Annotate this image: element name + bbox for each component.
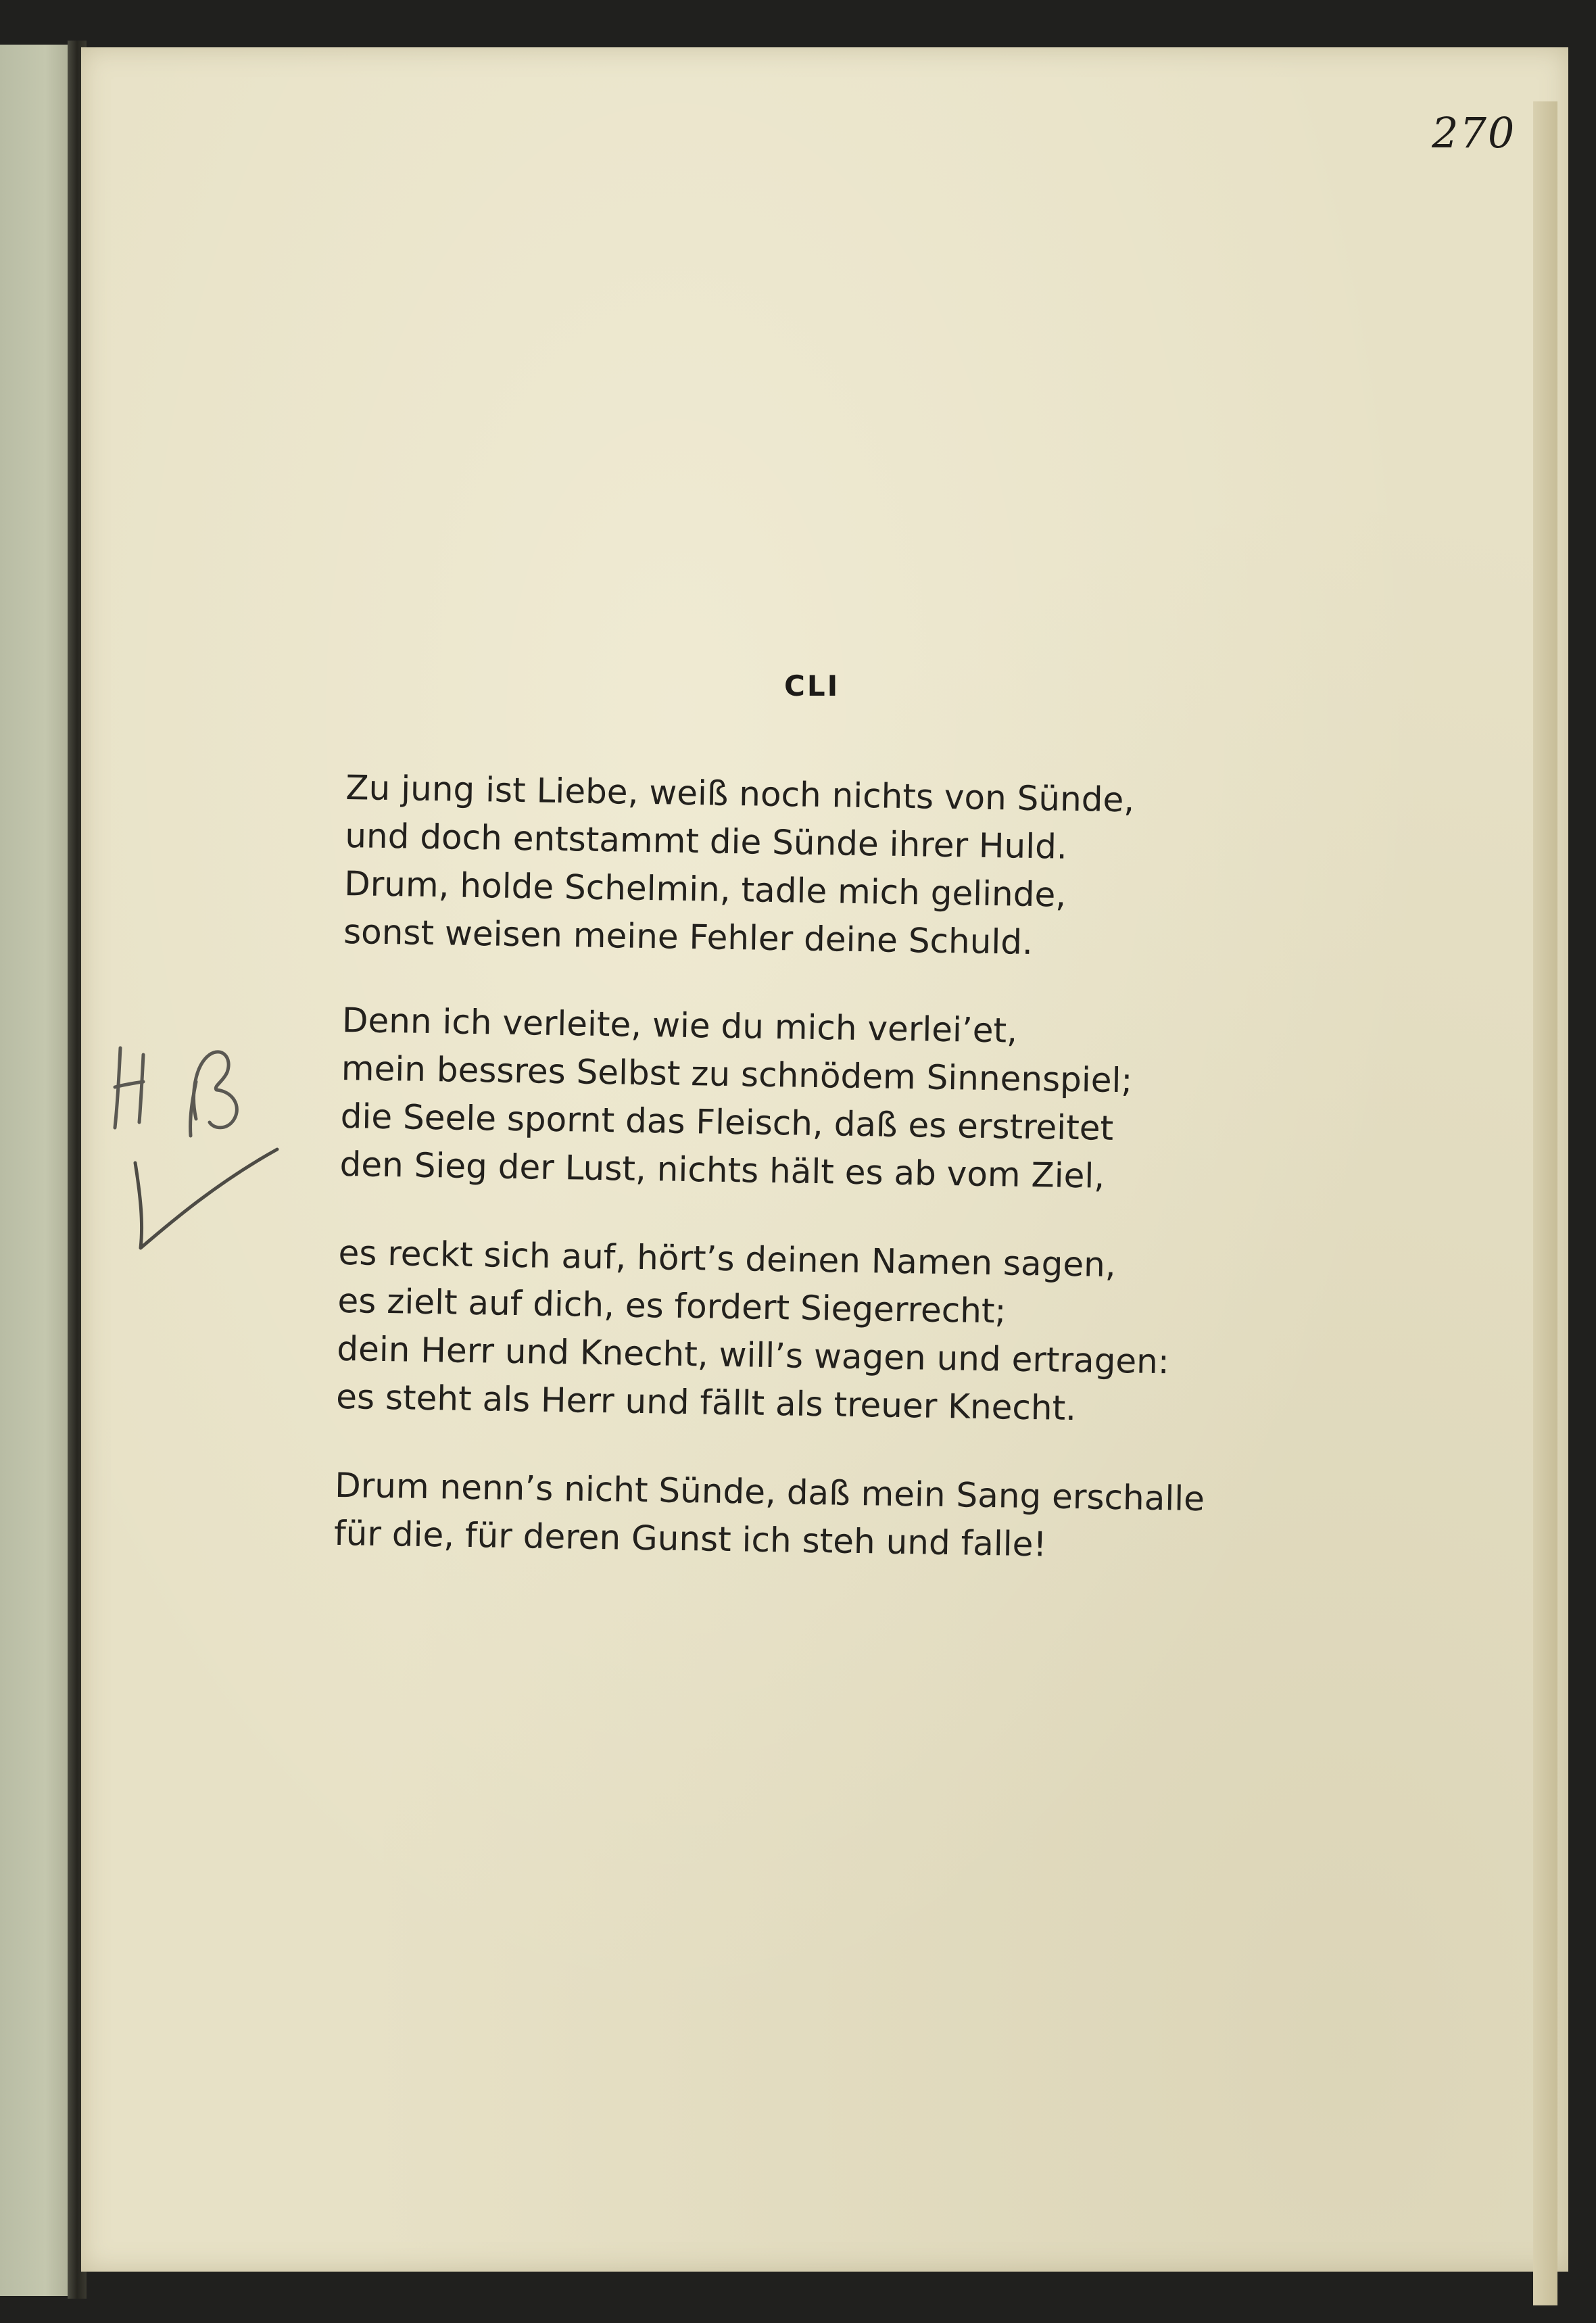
poem-line: es zielt auf dich, es fordert Siegerrecht;	[337, 1280, 1007, 1331]
poem-line: Denn ich verleite, wie du mich verlei’et,	[341, 1000, 1018, 1051]
poem-line: mein bessres Selbst zu schnödem Sinnenspiel;	[341, 1048, 1133, 1101]
poem-line: und doch entstammt die Sünde ihrer Huld.	[344, 815, 1068, 867]
poem-line: Drum, holde Schelmin, tadle mich gelinde,	[343, 863, 1067, 915]
poem-line: sonst weisen meine Fehler deine Schuld.	[343, 911, 1034, 962]
checkmark-icon	[135, 1149, 277, 1248]
margin-annotation	[95, 1007, 297, 1291]
poem-body	[333, 764, 1306, 1613]
poem-line: den Sieg der Lust, nichts hält es ab vom Ziel,	[339, 1144, 1105, 1196]
poem-heading: CLI	[784, 669, 840, 702]
poem-line: es reckt sich auf, hört’s deinen Namen sagen,	[338, 1232, 1117, 1285]
folio-number: 270	[1432, 108, 1516, 158]
poem-line: die Seele spornt das Fleisch, daß es erstreitet	[340, 1096, 1114, 1148]
poem-line: Drum nenn’s nicht Sünde, daß mein Sang erschalle	[334, 1465, 1205, 1519]
handwritten-initials	[115, 1048, 237, 1136]
stanza-4	[334, 1462, 1295, 1573]
poem-line: es steht als Herr und fällt als treuer Knecht.	[335, 1376, 1077, 1429]
stanza-3	[336, 1229, 1299, 1436]
stanza-2	[339, 997, 1302, 1203]
poem-line: dein Herr und Knecht, will’s wagen und ertragen:	[336, 1328, 1170, 1382]
poem-line: Zu jung ist Liebe, weiß noch nichts von Sünde,	[345, 767, 1135, 820]
page-edge	[1533, 101, 1557, 2305]
adjacent-page	[0, 45, 76, 2296]
poem-line: für die, für deren Gunst ich steh und falle!	[333, 1513, 1047, 1564]
stanza-1	[343, 764, 1306, 971]
